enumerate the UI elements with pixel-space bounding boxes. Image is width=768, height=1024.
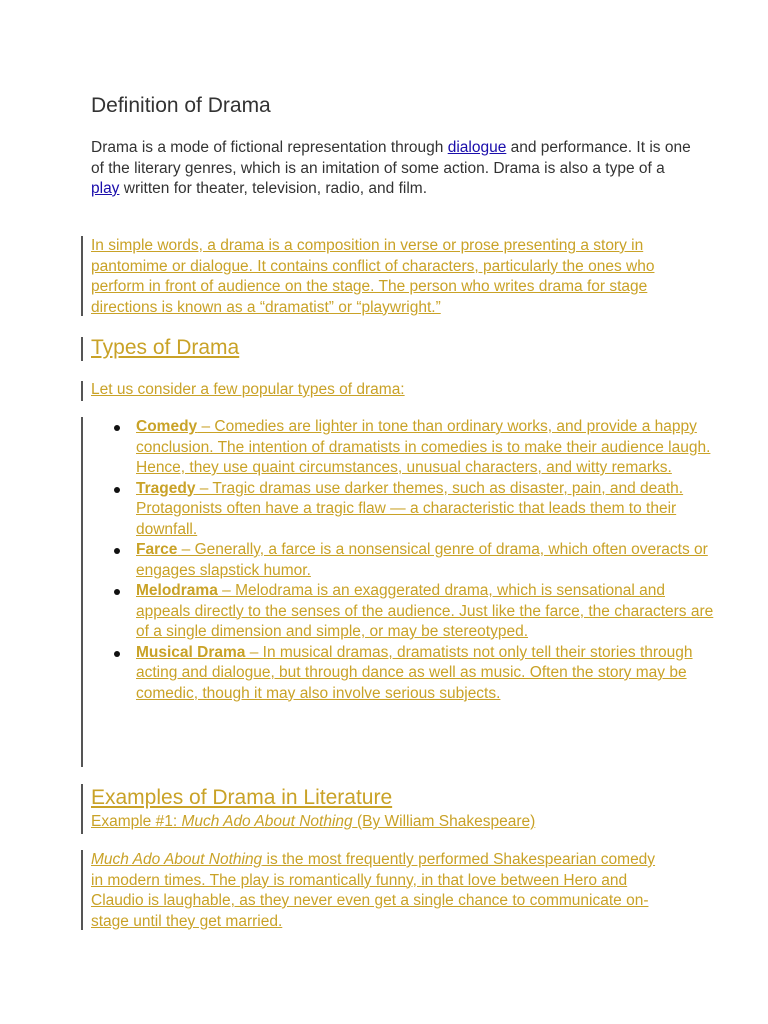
type-term: Tragedy	[136, 479, 196, 497]
list-item	[136, 643, 716, 705]
intro-text-2: and performance. It is one of the literary genres, which is an imitation of some action. Drama is also a type of a	[91, 139, 691, 177]
example-para-bar	[81, 850, 83, 930]
bullet-icon	[114, 548, 120, 554]
bullet-icon	[114, 425, 120, 431]
quote-bar	[81, 236, 83, 316]
definition-quote: In simple words, a drama is a composition in verse or prose presenting a story in pantomime or dialogue. It contains conflict of characters, particularly the ones who perform in front of audience on the stage. The person who writes drama for stage directions is known as a “dramatist” or “playwright.”	[91, 237, 655, 316]
type-desc: – Generally, a farce is a nonsensical genre of drama, which often overacts or engages slapstick humor.	[136, 541, 708, 579]
type-desc: – In musical dramas, dramatists not only tell their stories through acting and dialogue, but through dance as well as music. Often the story may be comedic, though it may also involve serious subjects.	[136, 643, 693, 702]
dialogue-link[interactable]: dialogue	[447, 139, 507, 156]
example-1-paragraph	[91, 850, 671, 932]
types-heading-bar	[81, 337, 83, 361]
types-lead-bar	[81, 381, 83, 401]
example-author: (By William Shakespeare)	[352, 813, 536, 830]
list-item	[136, 417, 716, 479]
example-1-title	[91, 812, 535, 833]
example-para-text: is the most frequently performed Shakespearian comedy in modern times. The play is romantically funny, in that love between Hero and Claudio is laughable, as they never even get a single chance to communicate on-stage until they get married.	[91, 851, 656, 930]
example-para-work: Much Ado About Nothing	[91, 851, 263, 868]
play-link[interactable]: play	[91, 180, 120, 197]
types-list-bar	[81, 417, 83, 767]
type-term: Farce	[136, 541, 178, 558]
bullet-icon	[114, 487, 120, 493]
list-item	[136, 581, 716, 643]
examples-heading-bar	[81, 784, 83, 834]
bullet-icon	[114, 589, 120, 595]
page-title: Definition of Drama	[91, 94, 271, 117]
example-work-title: Much Ado About Nothing	[181, 813, 353, 830]
type-desc: – Tragic dramas use darker themes, such as disaster, pain, and death. Protagonists often have a tragic flaw — a characteristic that leads them to their downfall.	[136, 479, 684, 538]
intro-text-3: written for theater, television, radio, and film.	[119, 180, 428, 197]
type-desc: – Comedies are lighter in tone than ordinary works, and provide a happy conclusion. The intention of dramatists in comedies is to make their audience laugh. Hence, they use quaint circumstances, unusual characters, and witty remarks.	[136, 418, 711, 476]
types-heading: Types of Drama	[91, 336, 240, 359]
bullet-icon	[114, 651, 120, 657]
examples-heading: Examples of Drama in Literature	[91, 786, 393, 809]
intro-paragraph	[91, 138, 691, 200]
types-list	[112, 417, 716, 704]
example-prefix: Example #1:	[91, 813, 182, 830]
list-item	[136, 479, 716, 541]
type-desc: – Melodrama is an exaggerated drama, which is sensational and appeals directly to the senses of the audience. Just like the farce, the characters are of a single dimension and simple, or may be stereotyped.	[136, 582, 714, 640]
list-item	[136, 540, 716, 581]
intro-text-1: Drama is a mode of fictional representation through	[91, 139, 448, 156]
types-lead: Let us consider a few popular types of drama:	[91, 381, 405, 398]
type-term: Musical Drama	[136, 643, 246, 661]
type-term: Melodrama	[136, 582, 218, 599]
type-term: Comedy	[136, 418, 198, 435]
